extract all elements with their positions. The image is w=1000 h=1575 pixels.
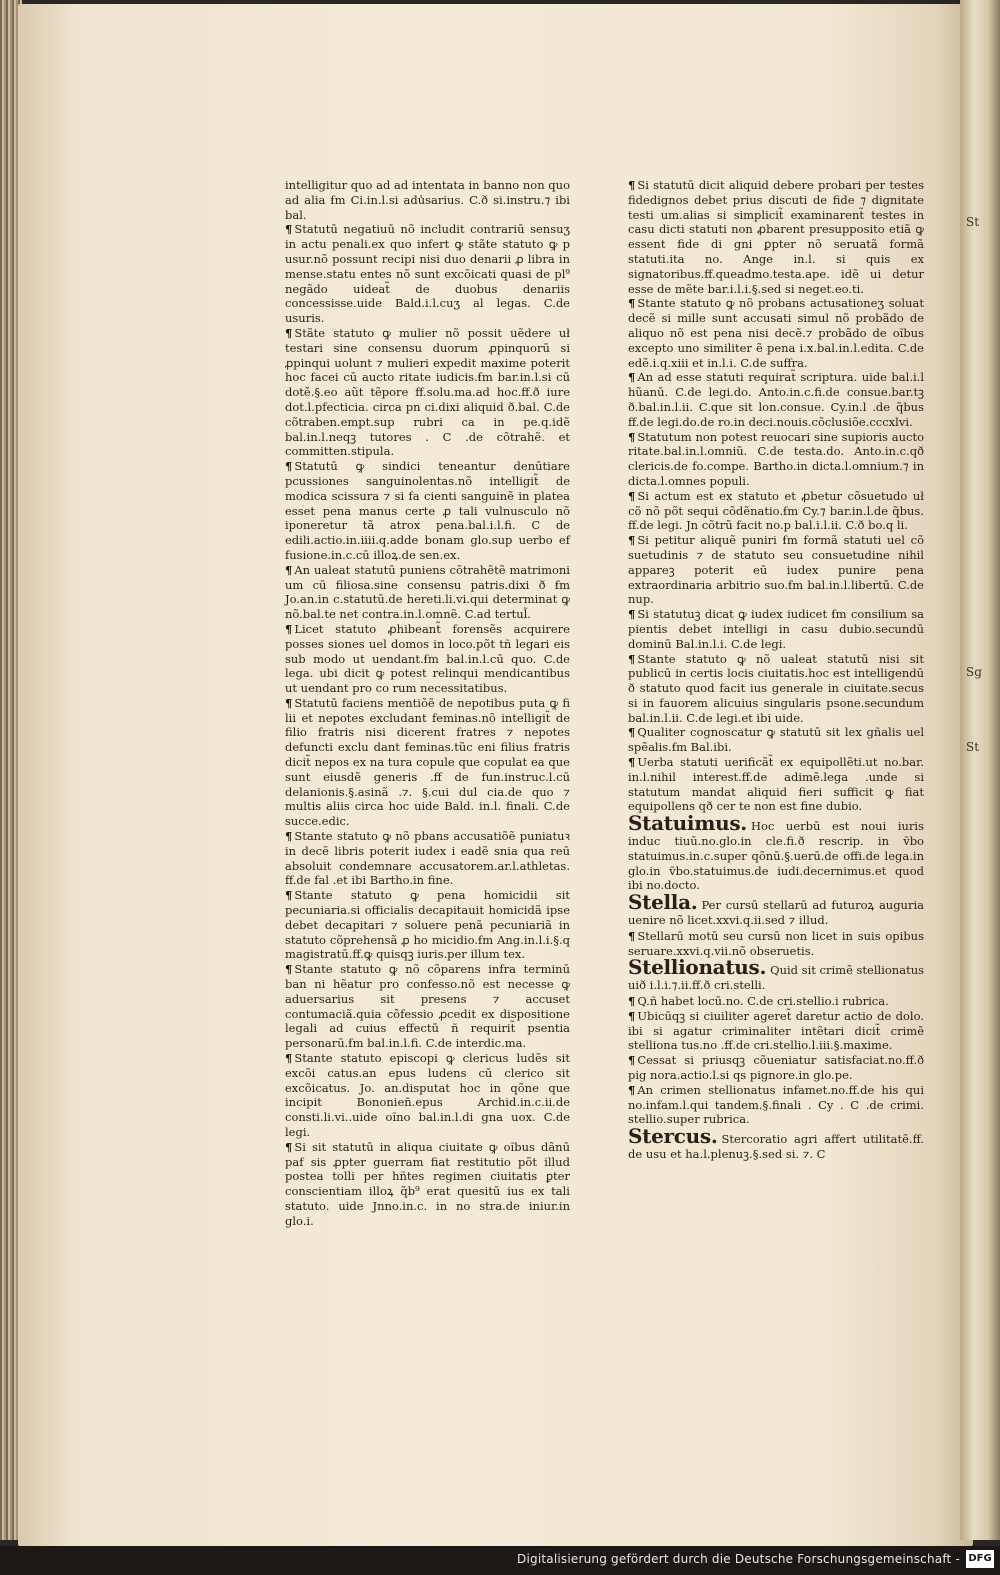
paragraph-text: Si petitur aliquẽ puniri ẜm formã statuti uel cõ suetudinis ⁊ de statuto seu consuetudine nihil appareꝫ poterit eū iudex punire pena extraordinaria arbitrio suo.ẜm bal.in.l.libertū. C.de nup.	[628, 533, 924, 607]
paragraph	[628, 652, 924, 726]
pilcrow-icon: ¶	[285, 459, 293, 474]
pilcrow-icon: ¶	[628, 994, 636, 1009]
paragraph-text: Cessat si priusqꝫ cõueniatur satisfaciat.no.ff.ð pig nora.actio.l.si qs pignore.in glo.pe.	[628, 1053, 924, 1083]
pilcrow-icon: ¶	[628, 755, 636, 770]
paragraph-text: Uerba statuti uerificãt̃ ex equipollẽti.ut no.bar. in.l.nihil interest.ff.de adimẽ.lega .unde si statutum mandat aliquid fieri sufficit ꝙ fiat equipollens qð cer te non est fine dubio.	[628, 755, 924, 814]
paragraph	[285, 222, 570, 326]
paragraph	[628, 755, 924, 814]
paragraph	[285, 829, 570, 888]
paragraph	[628, 1083, 924, 1127]
pilcrow-icon: ¶	[628, 607, 636, 622]
paragraph	[628, 994, 924, 1009]
pilcrow-icon: ¶	[628, 296, 636, 311]
funding-notice: Digitalisierung gefördert durch die Deutsche Forschungsgemeinschaft -	[517, 1552, 960, 1566]
lemma-entry	[628, 890, 924, 928]
paragraph-text: Statutū negatiuū nõ includit contrariū sensuʒ in actu penali.ex quo infert ꝙ stãte statuto ꝙ p usur.nõ possunt recipi nisi duo denarii ꝓ libra in mense.statu entes nõ sunt excõicati quasi de pl⁹ negãdo uideat̃ de duobus denariis concessisse.uide Bald.i.l.cuʒ al legas. C.de usuris.	[285, 222, 570, 326]
paragraph-text: Si actum est ex statuto et ꝓbetur cõsuetudo uł cõ nõ põt sequi cõdẽnatio.ẜm Cy.⁊ bar.in.l.de q̃bus. ff.de legi. Jn cõtrũ facit no.p bal.i.l.ii. C.ð bo.q li.	[628, 488, 924, 533]
peek-text: St	[966, 215, 980, 229]
pilcrow-icon: ¶	[628, 651, 636, 666]
pilcrow-icon: ¶	[285, 325, 293, 340]
dfg-logo-icon: DFG	[966, 1550, 994, 1568]
peek-text: St	[966, 740, 980, 754]
paragraph-text: Statutū faciens mentiõẽ de nepotibus puta ꝙ fi lii et nepotes excludant feminas.nõ intelligit̃ de filio fratris nisi dicerent fratres ⁊ nepotes defuncti exclu dant feminas.tũc eni filius fratris dicit̃ nepos ex na tura copule que copulat ea que sunt eiusdẽ generis .ff de fun.instruc.l.cū delanionis.§.asinã .⁊. §.cui dul cia.de quo ⁊ multis aliis circa hoc uide Bald. in.l. finali. C.de succe.edic.	[285, 695, 570, 829]
paragraph	[628, 725, 924, 755]
pilcrow-icon: ¶	[628, 1008, 636, 1023]
paragraph	[628, 929, 924, 959]
paragraph-text: Stante statuto ꝙ nõ ualeat statutū nisi sit publicū in certis locis ciuitatis.hoc est intelligendū ð statuto quod facit ius generale in ciuitate.secus si in fauorem alicuius singularis psone.secundum bal.in.l.ii. C.de legi.et ibi uide.	[628, 651, 924, 725]
paragraph	[285, 459, 570, 563]
paragraph	[285, 1140, 570, 1229]
lemma-text: Stercoratio agri affert utilitatẽ.ff. de usu et ha.l.plenuꝫ.§.sed si. ⁊. C	[628, 1132, 924, 1161]
lemma-text: Hoc uerbū est noui iuris induc tiuū.no.glo.in cle.fi.ð rescrip. in ṽbo statuimus.in.c.super qõnū.§.uerū.de offi.de lega.in glo.in ṽbo.statuimus.de iudi.decernimus.et quod ibi no.docto.	[628, 819, 924, 893]
paragraph-text: Stante statuto ꝙ nõ cõparens infra terminū ban ni hẽatur pro confesso.nõ est necesse ꝙ aduersarius sit presens ⁊ accuset contumaciã.quia cõfessio ꝓcedit ex dispositione legali ad cuius effectū ñ requirit̃ psentia personarū.ẜm bal.in.l.fi. C.de interdic.ma.	[285, 962, 570, 1051]
right-text-column	[628, 178, 924, 1163]
paragraph-text: Stante statuto ꝙ nõ probans actusationeʒ soluat decẽ si mille sunt accusati simul nõ probãdo de aliquo nõ est pena nisi decẽ.⁊ probãdo de oĩbus excepto uno similiter ẽ pena i.x.bal.in.l.edita. C.de edẽ.i.q.xiii et in.l.i. C.de suffra.	[628, 296, 924, 370]
pilcrow-icon: ¶	[285, 1051, 293, 1066]
paragraph-text: Si statutū dicit aliquid debere probari per testes fidedignos debet prius discuti de fide ⁊ dignitate testi um.alias si simplicit̃ examinarent̃ testes in casu dicti statuti non ꝓbarent presupposito etiã ꝙ essent fide di gni ꝑpter nõ seruatã formã statuti.ita no. Ange in.l. si quis ex signatoribus.ff.queadmo.testa.ape. idẽ ui detur esse de mẽte bar.i.l.i.§.sed si neget.eo.ti.	[628, 178, 924, 296]
paragraph	[285, 1051, 570, 1140]
paragraph-text: An crimen stellionatus infamet.no.ff.de his qui no.infam.l.qui tandem.§.finali . Cy . C .de crimi. stellio.super rubrica.	[628, 1082, 924, 1127]
paragraph	[628, 1053, 924, 1083]
paragraph-text: Stellarū motū seu cursū non licet in suis opibus seruare.xxvi.q.vii.nõ obseruetis.	[628, 928, 924, 958]
lemma-heading: Stella.	[628, 890, 698, 915]
paragraph	[285, 888, 570, 962]
pilcrow-icon: ¶	[285, 962, 293, 977]
lemma-entry	[628, 811, 924, 893]
pilcrow-icon: ¶	[628, 533, 636, 548]
paragraph-text: Q.ñ habet locū.no. C.de cri.stellio.i rubrica.	[637, 994, 889, 1009]
pilcrow-icon: ¶	[285, 562, 293, 577]
paragraph	[628, 533, 924, 607]
pilcrow-icon: ¶	[628, 429, 636, 444]
lemma-text: Per cursū stellarū ad futuroꝝ auguria uenire nõ licet.xxvi.q.ii.sed ⁊ illud.	[628, 898, 924, 928]
pilcrow-icon: ¶	[628, 1082, 636, 1097]
lemma-entry	[628, 1124, 924, 1162]
paragraph-text: Statutū ꝙ sindici teneantur denūtiare pcussiones sanguinolentas.nõ intelligit̃ de modica scissura ⁊ si fa cienti sanguinẽ in platea esset pena manus certe ꝓ tali vulnusculo nõ iponeretur tã atrox pena.bal.i.l.fi. C de edili.actio.in.iiii.q.adde bonam glo.sup uerbo ef fusione.in.c.cū illoꝝ.de sen.ex.	[285, 459, 570, 562]
paragraph	[285, 326, 570, 459]
paragraph-text: Statutum non potest reuocari sine supioris aucto ritate.bal.in.l.omniũ. C.de testa.do. Anto.in.c.qð clericis.de fo.compe. Bartho.in dicta.l.omnium.⁊ in dicta.l.omnes populi.	[628, 429, 924, 488]
paragraph-text: Stante statuto ꝙ nõ pbans accusatiõẽ puniatuꝛ in decẽ libris poterit iudex i eadẽ snia qua reū absoluit condemnare accusatorem.ar.l.athletas. ff.de fal .et ibi Bartho.in fine.	[285, 829, 570, 888]
paragraph-text: Stante statuto episcopi ꝙ clericus ludẽs sit excõi catus.an epus ludens cū clerico sit excõicatus. Jo. an.disputat hoc in qõne que incipit Bononien̄.epus Archid.in.c.ii.de consti.li.vi..uide oĩno bal.in.l.di gna uox. C.de legi.	[285, 1051, 570, 1139]
peek-text: Sg	[966, 665, 982, 679]
lemma-heading: Statuimus.	[628, 811, 747, 836]
pilcrow-icon: ¶	[285, 888, 293, 903]
paragraph-text: Si sit statutū in aliqua ciuitate ꝙ oĩbus dãnū paf sis ꝓpter guerram fiat restitutio põt illud postea tolli per hñtes regimen ciuitatis ꝑter conscientiam illoꝝ q̃b⁹ erat quesitū ius ex tali statuto. uide Jnno.in.c. in no stra.de iniur.in glo.i.	[285, 1139, 570, 1228]
paragraph-text: An ad esse statuti requirat̃ scriptura. uide bal.i.l hũanū. C.de legi.do. Anto.in.c.fi.de consue.bar.tꝫ ð.bal.in.l.ii. C.que sit lon.consue. Cy.in.l .de q̃bus ff.de legi.do.de ro.in deci.nouis.cõclusiõe.cccxlvi.	[628, 370, 924, 429]
paragraph	[628, 489, 924, 533]
pilcrow-icon: ¶	[628, 370, 636, 385]
pilcrow-icon: ¶	[285, 222, 293, 237]
footer-bar	[0, 1546, 1000, 1575]
book-edge-right	[960, 0, 1000, 1540]
lemma-text: Quid sit crimẽ stellionatus uið i.l.i.⁊.ii.ff.ð cri.stelli.	[628, 963, 925, 993]
paragraph	[285, 178, 570, 222]
pilcrow-icon: ¶	[285, 1139, 293, 1154]
left-text-column	[285, 178, 570, 1229]
pilcrow-icon: ¶	[628, 488, 636, 503]
paragraph	[628, 296, 924, 370]
pilcrow-icon: ¶	[628, 725, 636, 740]
paragraph	[285, 962, 570, 1051]
paragraph-text: Stante statuto ꝙ pena homicidii sit pecuniaria.si officialis decapitauit homicidã ipse debet decapitari ⁊ soluere penã pecuniariã in statuto cõprehensã ꝓ ho micidio.ẜm Ang.in.l.i.§.q magistratū.ff.ꝙ quisqꝫ iuris.per illum tex.	[285, 888, 570, 962]
paragraph-text: Ubicūqꝫ si ciuiliter ageret̃ daretur actio de dolo. ibi si agatur criminaliter intẽtari dicit̃ crimẽ stelliona tus.no .ff.de cri.stellio.l.iii.§.maxime.	[628, 1008, 924, 1053]
lemma-heading: Stellionatus.	[628, 955, 767, 980]
paragraph	[628, 1009, 924, 1053]
paragraph-text: Licet statuto ꝓhibeant̃ forensẽs acquirere posses siones uel domos in loco.põt tñ legari eis sub modo ut uendant.ẜm bal.in.l.cū quo. C.de lega. ubi dicit ꝙ potest relinqui mendicantibus ut uendant pro co rum necessitatibus.	[285, 621, 570, 696]
paragraph-text: Qualiter cognoscatur ꝙ statutū sit lex gñalis uel spẽalis.ẜm Bal.ibi.	[628, 725, 924, 755]
paragraph	[285, 563, 570, 622]
paragraph	[628, 607, 924, 651]
lemma-entry	[628, 955, 925, 993]
pilcrow-icon: ¶	[285, 621, 293, 636]
paragraph	[285, 696, 570, 829]
paragraph	[628, 430, 924, 489]
pilcrow-icon: ¶	[628, 1053, 636, 1068]
paragraph-text: intelligitur quo ad ad intentata in banno non quo ad alia ẜm Ci.in.l.si adu̾sarius. C.ð si.instru.⁊ ibi bal.	[285, 178, 570, 222]
paragraph-text: An ualeat statutū puniens cõtrahẽtẽ matrimoni um cū filiosa.sine consensu patris.dixi ð ẜm Jo.an.in c.statutū.de hereti.li.vi.qui determinat ꝙ nõ.bal.te net contra.in.l.omnẽ. C.ad tertul̃.	[285, 562, 570, 622]
pilcrow-icon: ¶	[285, 695, 293, 710]
paragraph	[628, 370, 924, 429]
paragraph-text: Si statutuꝫ dicat ꝙ iudex iudicet ẜm consilium sa pientis debet intelligi in casu dubio.secundū dominū Bal.in.l.i. C.de legi.	[628, 607, 924, 651]
paragraph	[628, 178, 924, 296]
pilcrow-icon: ¶	[628, 178, 636, 192]
paragraph	[285, 622, 570, 696]
lemma-heading: Stercus.	[628, 1124, 718, 1149]
pilcrow-icon: ¶	[285, 829, 293, 844]
paragraph-text: Stãte statuto ꝙ mulier nõ possit uẽdere uł testari sine consensu duorum ꝓpinquorū si ꝓpinqui uolunt ⁊ mulieri expedit maxime poterit hoc facei cū aucto ritate iudicis.ẜm bar.in.l.si cū dotẽ.§.eo aũt tẽpore ff.solu.ma.ad hoc.ff.ð iure dot.l.pfecticia. circa pn ci.dixi aliquid ð.bal. C.de cõtraben.empt.sup rubri ca in pe.q.idẽ bal.in.l.neqꝫ tutores . C .de cõtrahẽ. et committen.stipula.	[285, 325, 570, 459]
pilcrow-icon: ¶	[628, 928, 636, 943]
